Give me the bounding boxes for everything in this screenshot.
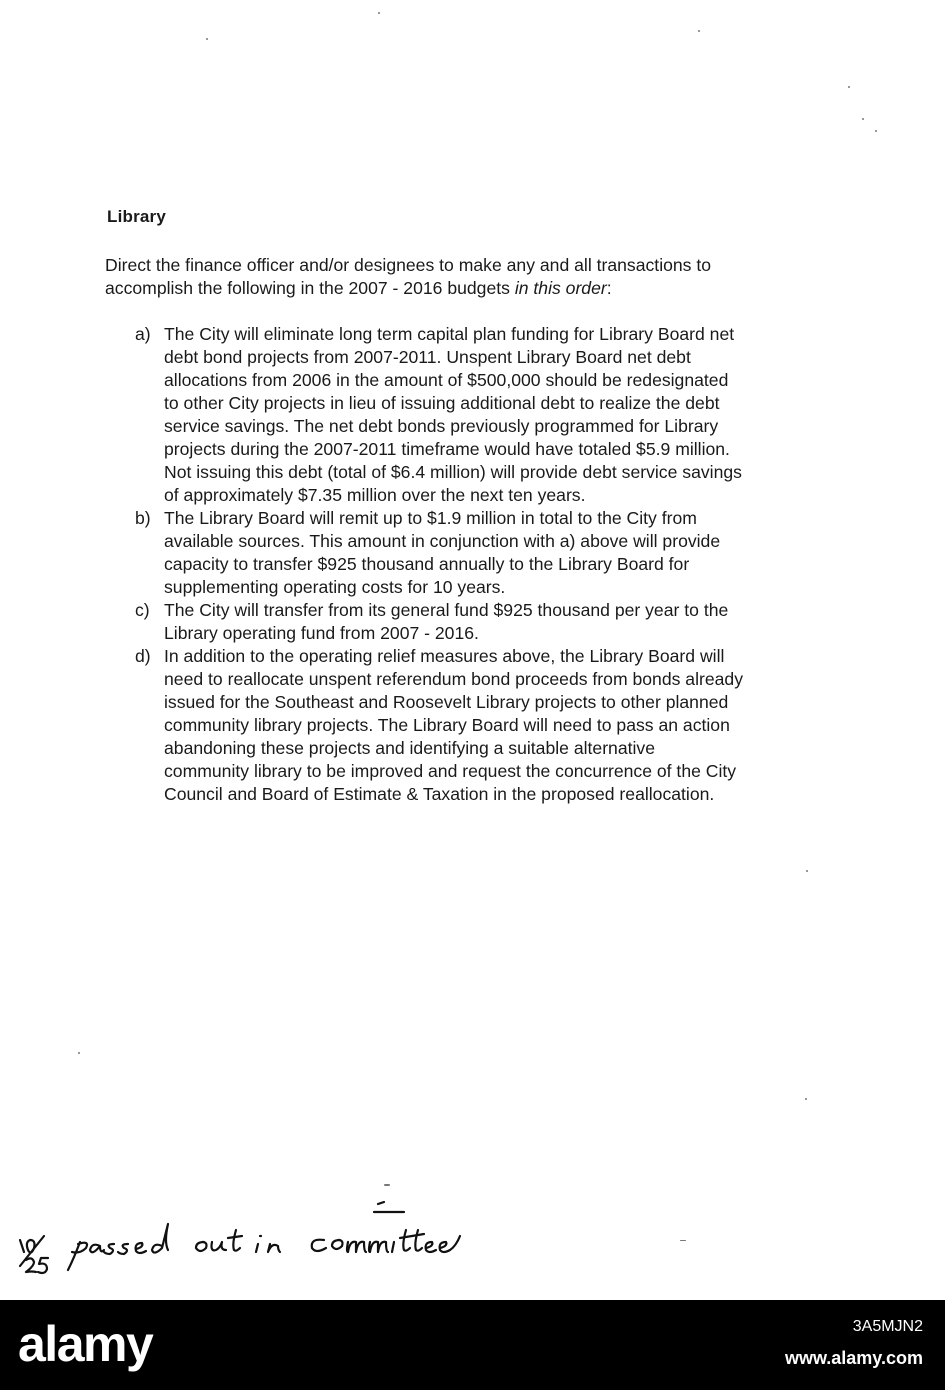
intro-line (105, 277, 825, 300)
item-line: Council and Board of Estimate & Taxation in the proposed reallocation. (164, 784, 715, 804)
item-text (164, 507, 835, 599)
image-id: 3A5MJN2 (852, 1318, 923, 1335)
item-line: service savings. The net debt bonds previously programmed for Library (164, 416, 719, 436)
item-text (164, 599, 835, 645)
item-line: of approximately $7.35 million over the next ten years. (164, 485, 586, 505)
item-line: Library operating fund from 2007 - 2016. (164, 623, 479, 643)
item-line: abandoning these projects and identifying a suitable alternative (164, 738, 656, 758)
item-line: allocations from 2006 in the amount of $500,000 should be redesignated (164, 370, 729, 390)
alamy-logo: alamy (18, 1316, 153, 1372)
item-line: available sources. This amount in conjunction with a) above will provide (164, 531, 721, 551)
item-marker: b) (135, 508, 151, 528)
item-line: The Library Board will remit up to $1.9 million in total to the City from (164, 508, 697, 528)
list-item-d (135, 645, 835, 806)
item-line: to other City projects in lieu of issuing additional debt to realize the debt (164, 393, 720, 413)
item-line: capacity to transfer $925 thousand annually to the Library Board for (164, 554, 690, 574)
item-line: issued for the Southeast and Roosevelt Library projects to other planned (164, 692, 729, 712)
intro-line-text: accomplish the following in the 2007 - 2016 budgets (105, 278, 515, 298)
item-text (164, 645, 835, 806)
item-marker: a) (135, 324, 151, 344)
item-line: debt bond projects from 2007-2011. Unspent Library Board net debt (164, 347, 691, 367)
intro-emphasis: in this order (514, 278, 607, 298)
list-item-c (135, 599, 835, 645)
item-line: Not issuing this debt (total of $6.4 million) will provide debt service savings (164, 462, 742, 482)
site-url: www.alamy.com (784, 1348, 923, 1368)
handwritten-note-10-25-passed-out-in-committee (14, 1196, 474, 1276)
item-line: The City will eliminate long term capital plan funding for Library Board net (164, 324, 735, 344)
list-item-a (135, 323, 835, 507)
item-line: projects during the 2007-2011 timeframe would have totaled $5.9 million. (164, 439, 730, 459)
item-marker: c) (135, 600, 150, 620)
item-line: In addition to the operating relief measures above, the Library Board will (164, 646, 725, 666)
item-line: community library to be improved and request the concurrence of the City (164, 761, 737, 781)
item-list (135, 323, 835, 806)
list-item-b (135, 507, 835, 599)
item-text (164, 323, 835, 507)
item-line: need to reallocate unspent referendum bond proceeds from bonds already (164, 669, 744, 689)
section-heading: Library (107, 207, 167, 226)
item-line: supplementing operating costs for 10 years. (164, 577, 506, 597)
intro-paragraph (105, 254, 825, 300)
intro-line: Direct the finance officer and/or designees to make any and all transactions to (105, 255, 712, 275)
item-line: community library projects. The Library Board will need to pass an action (164, 715, 730, 735)
item-marker: d) (135, 646, 151, 666)
item-line: The City will transfer from its general fund $925 thousand per year to the (164, 600, 729, 620)
watermark-bar (0, 1300, 945, 1390)
intro-punctuation: : (606, 278, 612, 298)
